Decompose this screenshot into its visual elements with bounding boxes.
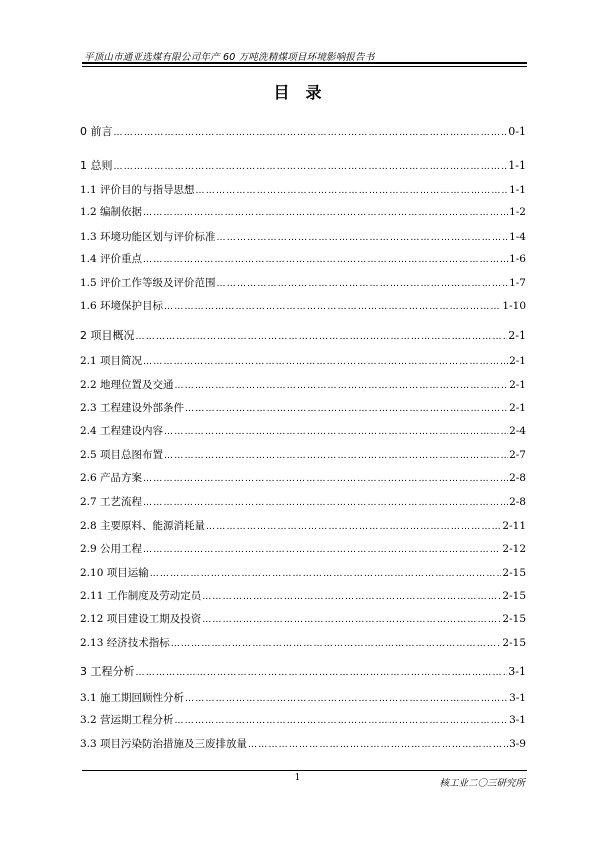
toc-entry-page: 1-4 [509,231,526,243]
toc-chapter-entry[interactable] [80,663,526,679]
toc-dot-leader [217,233,509,243]
toc-dot-leader [143,208,508,218]
toc-entry-page: 2-1 [509,402,526,414]
toc-dot-leader [164,302,501,312]
toc-dot-leader [150,569,502,579]
toc-dot-leader [185,404,508,414]
toc-section-entry[interactable] [80,635,526,650]
toc-section-entry[interactable] [80,423,526,438]
toc-entry-page: 1-1 [509,184,526,196]
toc-entry-page: 2-15 [502,637,526,649]
toc-entry-label: 1.5 评价工作等级及评价范围 [80,277,216,289]
toc-section-entry[interactable] [80,736,526,751]
toc-section-entry[interactable] [80,353,526,368]
toc-entry-page: 2-4 [509,425,526,437]
toc-entry-page: 1-1 [508,159,526,172]
toc-entry-label: 2.12 项目建设工期及投资 [80,613,202,625]
toc-section-entry[interactable] [80,541,526,556]
toc-entry-page: 1-7 [509,277,526,289]
toc-entry-label: 1.6 环境保护目标 [80,300,164,312]
header-divider [82,62,527,67]
toc-chapter-entry[interactable] [80,157,526,173]
toc-section-entry[interactable] [80,447,526,462]
toc-dot-leader [143,255,508,265]
toc-dot-leader [114,128,508,138]
toc-section-entry[interactable] [80,298,526,313]
toc-entry-label: 3.3 项目污染防治措施及三废排放量 [80,738,248,750]
toc-section-entry[interactable] [80,565,526,580]
toc-section-entry[interactable] [80,251,526,266]
toc-section-entry[interactable] [80,690,526,705]
toc-entry-label: 1 总则 [80,159,113,172]
toc-dot-leader [143,357,508,367]
toc-entry-label: 2.1 项目简况 [80,355,143,367]
toc-entry-page: 2-15 [502,567,526,579]
toc-entry-page: 3-9 [509,738,526,750]
toc-dot-leader [202,592,501,602]
toc-entry-label: 2.11 工作制度及劳动定员 [80,590,202,602]
toc-entry-label: 2.3 工程建设外部条件 [80,402,185,414]
toc-entry-page: 1-6 [509,253,526,265]
toc-dot-leader [143,474,508,484]
toc-entry-page: 2-15 [502,590,526,602]
toc-entry-label: 1.4 评价重点 [80,253,143,265]
toc-section-entry[interactable] [80,712,526,727]
toc-heading: 目 录 [273,83,322,102]
toc-entry-page: 1-2 [509,206,526,218]
toc-section-entry[interactable] [80,377,526,392]
toc-entry-page: 3-1 [509,714,526,726]
toc-section-entry[interactable] [80,494,526,509]
toc-entry-label: 2.4 工程建设内容 [80,425,164,437]
toc-section-entry[interactable] [80,204,526,219]
footer-organization: 核工业二〇三研究所 [439,778,525,789]
toc-chapter-entry[interactable] [80,123,526,139]
toc-entry-label: 2 项目概况 [80,329,135,342]
toc-dot-leader [217,279,509,289]
toc-section-entry[interactable] [80,518,526,533]
toc-entry-page: 2-11 [502,520,526,532]
page-number: 1 [294,773,301,783]
toc-entry-page: 2-15 [502,613,526,625]
toc-entry-page: 2-1 [508,329,526,342]
toc-dot-leader [164,427,508,437]
toc-section-entry[interactable] [80,470,526,485]
toc-entry-label: 2.5 项目总图布置 [80,449,164,461]
toc-entry-label: 2.9 公用工程 [80,543,143,555]
header-title: 平顶山市通亚选煤有限公司年产 60 万吨洗精煤项目环境影响报告书 [84,52,375,63]
toc-section-entry[interactable] [80,611,526,626]
toc-entry-page: 2-8 [509,496,526,508]
toc-entry-page: 2-1 [509,355,526,367]
toc-dot-leader [175,716,509,726]
toc-entry-label: 2.2 地理位置及交通 [80,379,174,391]
toc-entry-page: 2-8 [509,472,526,484]
toc-entry-page: 3-1 [508,665,526,678]
toc-section-entry[interactable] [80,400,526,415]
toc-dot-leader [164,451,508,461]
toc-dot-leader [143,545,501,555]
toc-chapter-entry[interactable] [80,327,526,343]
toc-section-entry[interactable] [80,229,526,244]
toc-entry-page: 2-7 [509,449,526,461]
toc-entry-label: 0 前言 [80,125,113,138]
toc-dot-leader [175,381,509,391]
toc-dot-leader [114,162,508,172]
toc-entry-label: 1.1 评价目的与指导思想 [80,184,195,196]
toc-entry-label: 3.1 施工期回顾性分析 [80,692,185,704]
toc-dot-leader [136,668,508,678]
toc-dot-leader [171,639,502,649]
footer-divider [82,770,527,771]
toc-entry-label: 2.6 产品方案 [80,472,143,484]
toc-dot-leader [248,740,508,750]
toc-dot-leader [185,694,508,704]
toc-entry-label: 3 工程分析 [80,665,135,678]
toc-dot-leader [143,498,508,508]
toc-entry-page: 2-12 [502,543,526,555]
toc-dot-leader [202,615,501,625]
toc-entry-page: 1-10 [502,300,526,312]
toc-entry-label: 1.2 编制依据 [80,206,143,218]
toc-entry-page: 0-1 [508,125,526,138]
toc-section-entry[interactable] [80,588,526,603]
toc-dot-leader [206,522,501,532]
toc-entry-page: 2-1 [509,379,526,391]
toc-entry-label: 2.8 主要原料、能源消耗量 [80,520,206,532]
toc-dot-leader [196,186,509,196]
toc-dot-leader [136,332,508,342]
toc-entry-label: 2.7 工艺流程 [80,496,143,508]
toc-entry-label: 3.2 营运期工程分析 [80,714,174,726]
toc-entry-label: 2.10 项目运输 [80,567,149,579]
toc-entry-page: 3-1 [509,692,526,704]
toc-section-entry[interactable] [80,182,526,197]
toc-section-entry[interactable] [80,275,526,290]
toc-entry-label: 2.13 经济技术指标 [80,637,170,649]
toc-entry-label: 1.3 环境功能区划与评价标准 [80,231,216,243]
